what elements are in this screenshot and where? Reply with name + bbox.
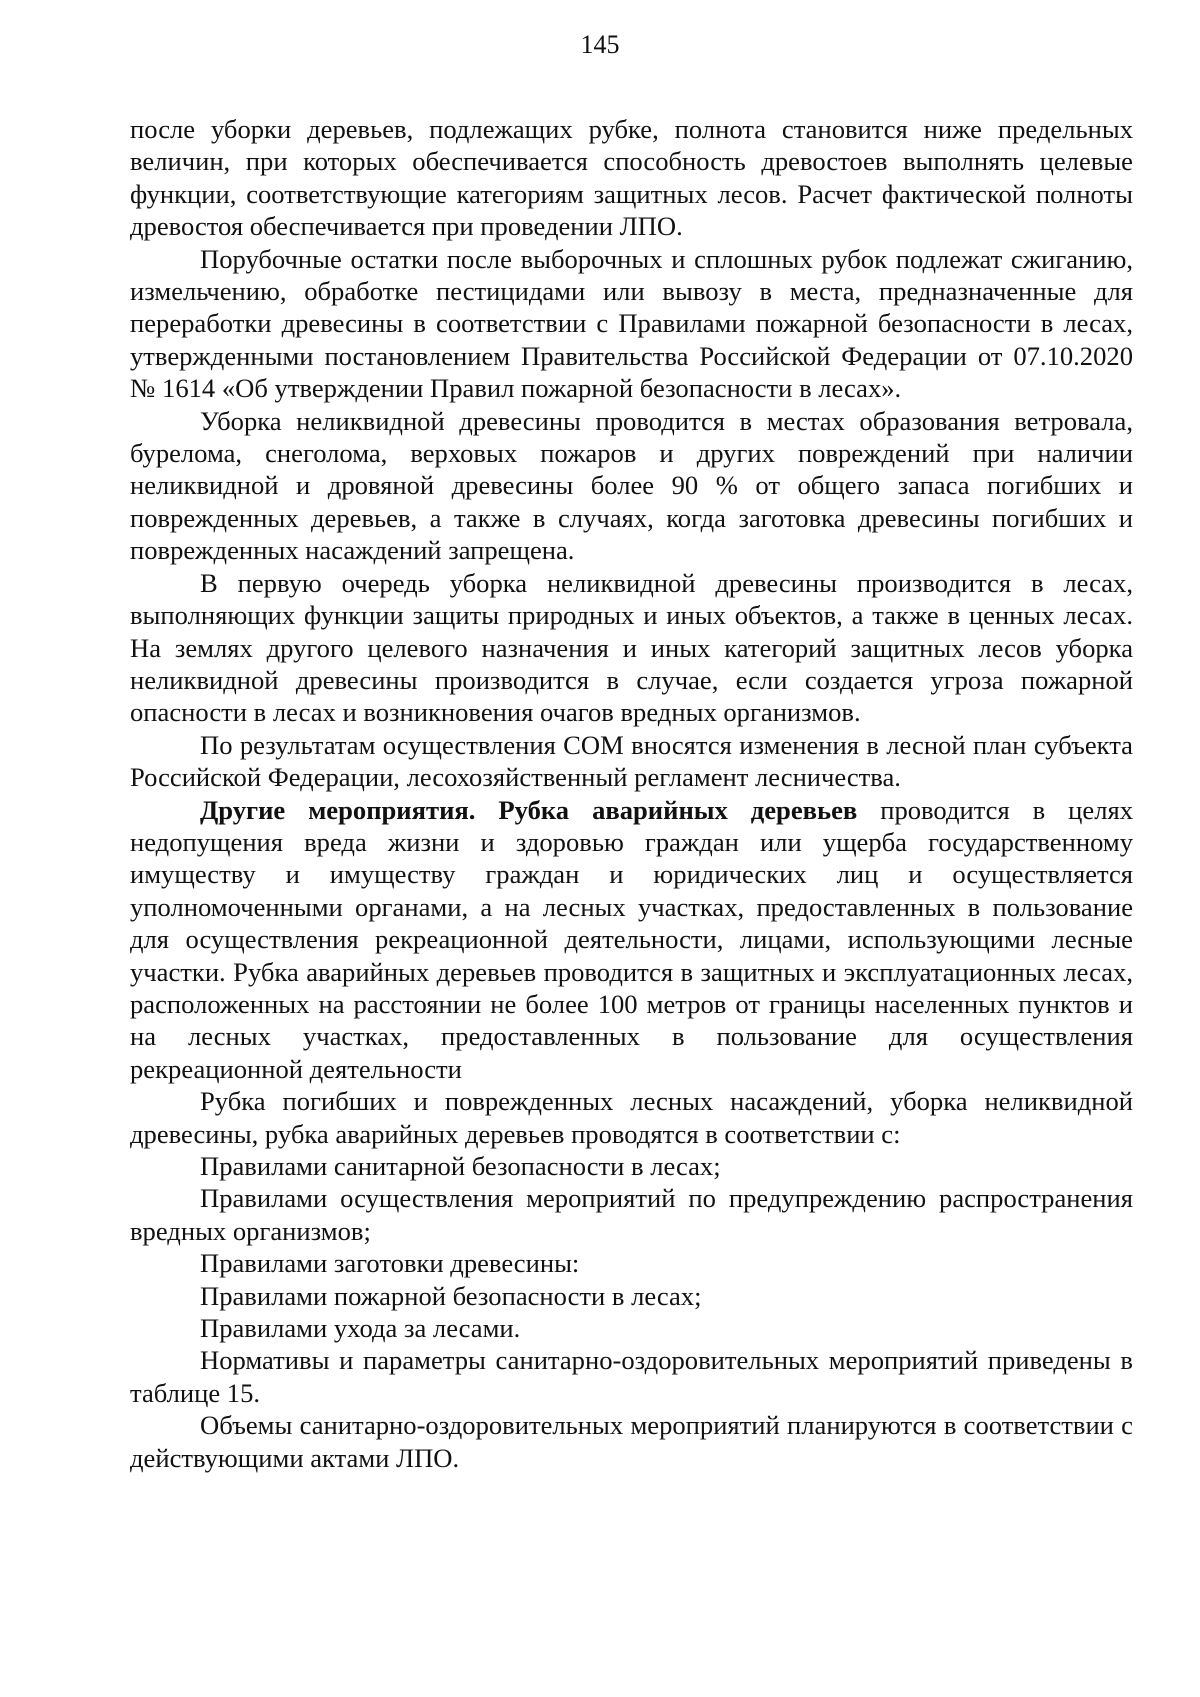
list-item-fire-safety-rules: Правилами пожарной безопасности в лесах; xyxy=(200,1280,702,1311)
other-measures-text: проводится в целях недопущения вреда жизни и здоровью граждан или ущерба государственному имуществу и имуществу граждан и юридических лиц и осуществляется уполномоченными органами, а на лесных участках, предоставленных в пользование для осуществления рекреационной деятельности, лицами, использующими лесные участки. Рубка аварийных деревьев проводится в защитных и эксплуатационных лесах, расположенных на расстоянии не более 100 метров от границы населенных пунктов и на лесных участках, предоставленных в пользование для осуществления рекреационной деятельности xyxy=(130,794,1133,1084)
page-number: 145 xyxy=(580,30,620,59)
list-item-timber-harvest-rules: Правилами заготовки древесины: xyxy=(200,1248,580,1279)
list-item-forest-care-rules: Правилами ухода за лесами. xyxy=(200,1313,521,1344)
paragraph-logging-residues: Порубочные остатки после выборочных и сплошных рубок подлежат сжиганию, измельчению, обработке пестицидами или вывозу в места, предназначенные для переработки древесины в соответствии с Правилами пожарной безопасности в лесах, утвержденными постановлением Правительства Российской Федерации от 07.10.2020 № 1614 «Об утверждении Правил пожарной безопасности в лесах». xyxy=(130,243,1133,404)
paragraph-norms-table-ref: Нормативы и параметры санитарно-оздоровительных мероприятий приведены в таблице 15. xyxy=(130,1345,1133,1408)
list-item-pest-prevention-rules: Правилами осуществления мероприятий по предупреждению распространения вредных организмов; xyxy=(130,1183,1133,1246)
paragraph-priority-removal: В первую очередь уборка неликвидной древесины производится в лесах, выполняющих функции защиты природных и иных объектов, а также в ценных лесах. На землях другого целевого назначения и иных категорий защитных лесов уборка неликвидной древесины производится в случае, если создается угроза пожарной опасности в лесах и возникновения очагов вредных организмов. xyxy=(130,567,1133,728)
page-body xyxy=(130,113,1133,1474)
paragraph-som-results: По результатам осуществления СОМ вносятся изменения в лесной план субъекта Российской Федерации, лесохозяйственный регламент лесничества. xyxy=(130,729,1133,793)
list-item-sanitary-rules: Правилами санитарной безопасности в лесах; xyxy=(200,1151,721,1181)
paragraph-volumes-planning: Объемы санитарно-оздоровительных мероприятий планируются в соответствии с действующими актами ЛПО. xyxy=(130,1410,1133,1473)
paragraph-illiquid-wood-removal: Уборка неликвидной древесины проводится в местах образования ветровала, бурелома, снеголома, верховых пожаров и других повреждений при наличии неликвидной и дровяной древесины более 90 % от общего запаса погибших и поврежденных деревьев, а также в случаях, когда заготовка древесины погибших и поврежденных насаждений запрещена. xyxy=(130,405,1133,566)
other-measures-heading: Другие мероприятия. Рубка аварийных деревьев xyxy=(200,794,858,825)
paragraph-other-measures xyxy=(130,794,1133,1086)
paragraph-conducted-according: Рубка погибших и поврежденных лесных насаждений, уборка неликвидной древесины, рубка аварийных деревьев проводятся в соответствии с: xyxy=(130,1086,1133,1149)
paragraph-continuation: после уборки деревьев, подлежащих рубке, полнота становится ниже предельных величин, при которых обеспечивается способность древостоев выполнять целевые функции, соответствующие категориям защитных лесов. Расчет фактической полноты древостоя обеспечивается при проведении ЛПО. xyxy=(130,114,1133,242)
